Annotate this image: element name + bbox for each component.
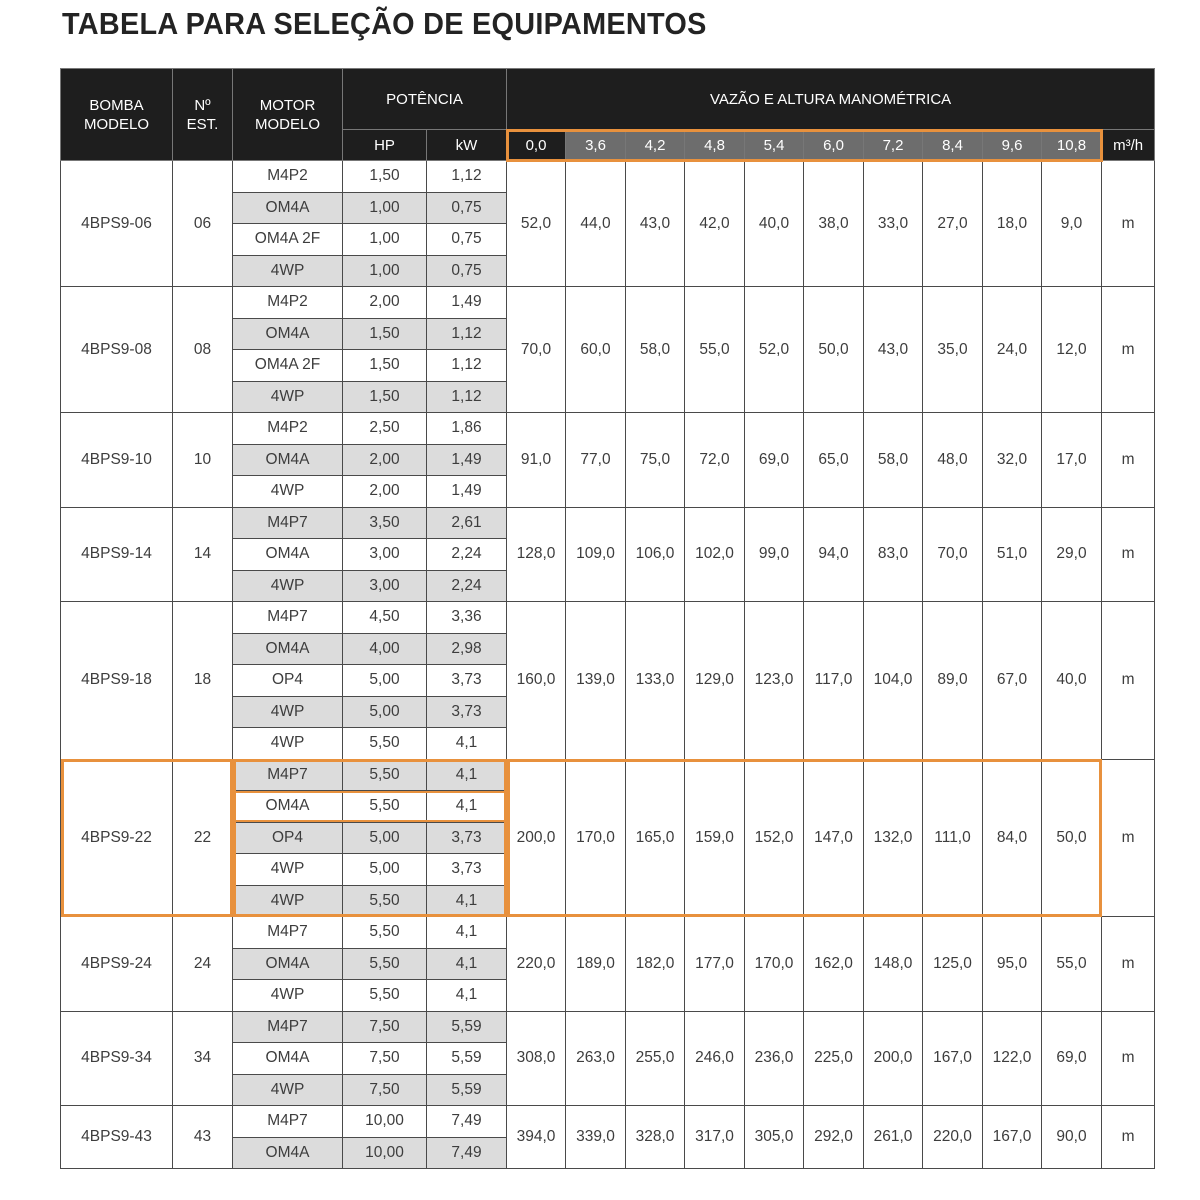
hp-cell: 7,50 — [343, 1074, 427, 1106]
kw-cell: 0,75 — [427, 192, 507, 224]
head-value-cell: 129,0 — [685, 602, 745, 760]
head-value-cell: 104,0 — [864, 602, 923, 760]
head-value-cell: 52,0 — [507, 161, 566, 287]
motor-model-cell: 4WP — [233, 255, 343, 287]
kw-cell: 4,1 — [427, 948, 507, 980]
kw-cell: 5,59 — [427, 1043, 507, 1075]
motor-model-cell: M4P2 — [233, 161, 343, 193]
header-flow-9: 10,8 — [1042, 130, 1102, 161]
head-value-cell: 75,0 — [626, 413, 685, 508]
stages-cell: 43 — [173, 1106, 233, 1169]
hp-cell: 5,50 — [343, 917, 427, 949]
header-flow-7: 8,4 — [923, 130, 983, 161]
motor-model-cell: OM4A — [233, 318, 343, 350]
kw-cell: 4,1 — [427, 980, 507, 1012]
header-flow-3: 4,8 — [685, 130, 745, 161]
table-row — [61, 287, 1155, 319]
head-value-cell: 220,0 — [923, 1106, 983, 1169]
head-value-cell: 177,0 — [685, 917, 745, 1012]
hp-cell: 5,50 — [343, 980, 427, 1012]
head-value-cell: 69,0 — [1042, 1011, 1102, 1106]
table-header — [61, 69, 1155, 161]
kw-cell: 1,86 — [427, 413, 507, 445]
motor-model-cell: M4P7 — [233, 917, 343, 949]
head-value-cell: 246,0 — [685, 1011, 745, 1106]
hp-cell: 5,00 — [343, 696, 427, 728]
motor-model-cell: 4WP — [233, 885, 343, 917]
head-value-cell: 220,0 — [507, 917, 566, 1012]
pump-model-cell: 4BPS9-22 — [61, 759, 173, 917]
stages-cell: 06 — [173, 161, 233, 287]
motor-model-cell: OM4A — [233, 444, 343, 476]
head-value-cell: 394,0 — [507, 1106, 566, 1169]
kw-cell: 1,12 — [427, 318, 507, 350]
kw-cell: 1,12 — [427, 161, 507, 193]
head-value-cell: 117,0 — [804, 602, 864, 760]
head-value-cell: 70,0 — [923, 507, 983, 602]
head-value-cell: 147,0 — [804, 759, 864, 917]
head-value-cell: 77,0 — [566, 413, 626, 508]
head-value-cell: 95,0 — [983, 917, 1042, 1012]
head-value-cell: 106,0 — [626, 507, 685, 602]
head-value-cell: 263,0 — [566, 1011, 626, 1106]
head-value-cell: 60,0 — [566, 287, 626, 413]
head-value-cell: 70,0 — [507, 287, 566, 413]
head-value-cell: 162,0 — [804, 917, 864, 1012]
page-title: TABELA PARA SELEÇÃO DE EQUIPAMENTOS — [62, 6, 707, 41]
header-flow-2: 4,2 — [626, 130, 685, 161]
hp-cell: 1,50 — [343, 161, 427, 193]
head-value-cell: 89,0 — [923, 602, 983, 760]
motor-model-cell: M4P7 — [233, 507, 343, 539]
header-flow-5: 6,0 — [804, 130, 864, 161]
kw-cell: 0,75 — [427, 224, 507, 256]
head-value-cell: 139,0 — [566, 602, 626, 760]
head-value-cell: 44,0 — [566, 161, 626, 287]
motor-model-cell: 4WP — [233, 570, 343, 602]
table-row — [61, 759, 1155, 791]
pump-model-cell: 4BPS9-14 — [61, 507, 173, 602]
head-value-cell: 200,0 — [864, 1011, 923, 1106]
head-value-cell: 152,0 — [745, 759, 804, 917]
head-value-cell: 225,0 — [804, 1011, 864, 1106]
head-unit-cell: m — [1102, 1011, 1155, 1106]
kw-cell: 7,49 — [427, 1137, 507, 1169]
head-value-cell: 58,0 — [626, 287, 685, 413]
motor-model-cell: 4WP — [233, 696, 343, 728]
head-value-cell: 128,0 — [507, 507, 566, 602]
kw-cell: 3,73 — [427, 665, 507, 697]
header-hp: HP — [343, 130, 427, 161]
table-row — [61, 413, 1155, 445]
kw-cell: 1,49 — [427, 444, 507, 476]
head-value-cell: 24,0 — [983, 287, 1042, 413]
head-value-cell: 189,0 — [566, 917, 626, 1012]
stages-cell: 08 — [173, 287, 233, 413]
equipment-selection-table — [60, 68, 1155, 1169]
motor-model-cell: 4WP — [233, 980, 343, 1012]
motor-model-cell: OM4A — [233, 1137, 343, 1169]
hp-cell: 3,00 — [343, 570, 427, 602]
hp-cell: 5,50 — [343, 759, 427, 791]
hp-cell: 2,50 — [343, 413, 427, 445]
motor-model-cell: OM4A 2F — [233, 224, 343, 256]
table-row — [61, 602, 1155, 634]
head-value-cell: 33,0 — [864, 161, 923, 287]
head-unit-cell: m — [1102, 413, 1155, 508]
hp-cell: 7,50 — [343, 1043, 427, 1075]
hp-cell: 1,50 — [343, 350, 427, 382]
head-value-cell: 182,0 — [626, 917, 685, 1012]
hp-cell: 5,00 — [343, 822, 427, 854]
stages-cell: 24 — [173, 917, 233, 1012]
head-value-cell: 91,0 — [507, 413, 566, 508]
head-unit-cell: m — [1102, 917, 1155, 1012]
hp-cell: 3,00 — [343, 539, 427, 571]
kw-cell: 1,12 — [427, 381, 507, 413]
motor-model-cell: OM4A — [233, 633, 343, 665]
head-value-cell: 148,0 — [864, 917, 923, 1012]
head-value-cell: 328,0 — [626, 1106, 685, 1169]
pump-model-cell: 4BPS9-10 — [61, 413, 173, 508]
motor-model-cell: 4WP — [233, 381, 343, 413]
pump-model-cell: 4BPS9-34 — [61, 1011, 173, 1106]
head-value-cell: 55,0 — [1042, 917, 1102, 1012]
hp-cell: 5,50 — [343, 948, 427, 980]
header-flow-head: VAZÃO E ALTURA MANOMÉTRICA — [507, 69, 1155, 130]
motor-model-cell: M4P2 — [233, 413, 343, 445]
head-value-cell: 9,0 — [1042, 161, 1102, 287]
motor-model-cell: OP4 — [233, 665, 343, 697]
head-value-cell: 32,0 — [983, 413, 1042, 508]
hp-cell: 2,00 — [343, 444, 427, 476]
head-value-cell: 65,0 — [804, 413, 864, 508]
hp-cell: 10,00 — [343, 1106, 427, 1138]
motor-model-cell: 4WP — [233, 728, 343, 760]
header-flow-6: 7,2 — [864, 130, 923, 161]
head-value-cell: 58,0 — [864, 413, 923, 508]
hp-cell: 5,50 — [343, 791, 427, 823]
head-value-cell: 51,0 — [983, 507, 1042, 602]
motor-model-cell: OM4A — [233, 948, 343, 980]
hp-cell: 1,50 — [343, 381, 427, 413]
stages-cell: 34 — [173, 1011, 233, 1106]
hp-cell: 4,50 — [343, 602, 427, 634]
head-value-cell: 133,0 — [626, 602, 685, 760]
head-unit-cell: m — [1102, 161, 1155, 287]
hp-cell: 1,00 — [343, 224, 427, 256]
table-row — [61, 507, 1155, 539]
head-value-cell: 109,0 — [566, 507, 626, 602]
motor-model-cell: 4WP — [233, 854, 343, 886]
hp-cell: 1,50 — [343, 318, 427, 350]
head-value-cell: 94,0 — [804, 507, 864, 602]
head-value-cell: 167,0 — [983, 1106, 1042, 1169]
motor-model-cell: OM4A — [233, 192, 343, 224]
head-value-cell: 38,0 — [804, 161, 864, 287]
head-value-cell: 50,0 — [804, 287, 864, 413]
head-unit-cell: m — [1102, 602, 1155, 760]
head-value-cell: 159,0 — [685, 759, 745, 917]
kw-cell: 4,1 — [427, 728, 507, 760]
hp-cell: 5,00 — [343, 854, 427, 886]
head-value-cell: 35,0 — [923, 287, 983, 413]
header-motor-model — [233, 69, 343, 161]
table-row — [61, 1106, 1155, 1138]
pump-model-cell: 4BPS9-06 — [61, 161, 173, 287]
head-value-cell: 50,0 — [1042, 759, 1102, 917]
motor-model-cell: OM4A 2F — [233, 350, 343, 382]
head-unit-cell: m — [1102, 759, 1155, 917]
kw-cell: 5,59 — [427, 1074, 507, 1106]
head-unit-cell: m — [1102, 1106, 1155, 1169]
head-value-cell: 123,0 — [745, 602, 804, 760]
head-unit-cell: m — [1102, 507, 1155, 602]
head-value-cell: 72,0 — [685, 413, 745, 508]
hp-cell: 10,00 — [343, 1137, 427, 1169]
hp-cell: 5,50 — [343, 885, 427, 917]
head-value-cell: 125,0 — [923, 917, 983, 1012]
kw-cell: 1,12 — [427, 350, 507, 382]
head-value-cell: 17,0 — [1042, 413, 1102, 508]
table-row — [61, 1011, 1155, 1043]
head-value-cell: 40,0 — [1042, 602, 1102, 760]
header-kw: kW — [427, 130, 507, 161]
kw-cell: 3,73 — [427, 696, 507, 728]
head-value-cell: 339,0 — [566, 1106, 626, 1169]
pump-model-cell: 4BPS9-43 — [61, 1106, 173, 1169]
stages-cell: 14 — [173, 507, 233, 602]
head-value-cell: 90,0 — [1042, 1106, 1102, 1169]
head-value-cell: 261,0 — [864, 1106, 923, 1169]
head-value-cell: 67,0 — [983, 602, 1042, 760]
head-value-cell: 308,0 — [507, 1011, 566, 1106]
kw-cell: 4,1 — [427, 759, 507, 791]
table-body — [61, 161, 1155, 1169]
hp-cell: 1,00 — [343, 192, 427, 224]
kw-cell: 4,1 — [427, 885, 507, 917]
head-value-cell: 69,0 — [745, 413, 804, 508]
header-flow-1: 3,6 — [566, 130, 626, 161]
head-value-cell: 200,0 — [507, 759, 566, 917]
hp-cell: 3,50 — [343, 507, 427, 539]
head-value-cell: 55,0 — [685, 287, 745, 413]
head-value-cell: 132,0 — [864, 759, 923, 917]
head-value-cell: 292,0 — [804, 1106, 864, 1169]
stages-cell: 22 — [173, 759, 233, 917]
header-pump-model-label: BOMBA MODELO — [83, 96, 149, 133]
header-pump-model — [61, 69, 173, 161]
motor-model-cell: 4WP — [233, 476, 343, 508]
head-value-cell: 43,0 — [626, 161, 685, 287]
head-value-cell: 52,0 — [745, 287, 804, 413]
motor-model-cell: M4P7 — [233, 1011, 343, 1043]
hp-cell: 5,50 — [343, 728, 427, 760]
head-value-cell: 12,0 — [1042, 287, 1102, 413]
motor-model-cell: OM4A — [233, 791, 343, 823]
head-value-cell: 122,0 — [983, 1011, 1042, 1106]
header-motor-model-label: MOTOR MODELO — [254, 96, 320, 133]
head-value-cell: 165,0 — [626, 759, 685, 917]
head-value-cell: 27,0 — [923, 161, 983, 287]
kw-cell: 2,24 — [427, 539, 507, 571]
head-value-cell: 167,0 — [923, 1011, 983, 1106]
motor-model-cell: M4P7 — [233, 759, 343, 791]
stages-cell: 18 — [173, 602, 233, 760]
kw-cell: 7,49 — [427, 1106, 507, 1138]
motor-model-cell: M4P2 — [233, 287, 343, 319]
header-flow-unit: m³/h — [1102, 130, 1155, 161]
header-power: POTÊNCIA — [343, 69, 507, 130]
hp-cell: 2,00 — [343, 287, 427, 319]
hp-cell: 2,00 — [343, 476, 427, 508]
head-value-cell: 305,0 — [745, 1106, 804, 1169]
head-value-cell: 160,0 — [507, 602, 566, 760]
kw-cell: 3,36 — [427, 602, 507, 634]
head-value-cell: 170,0 — [566, 759, 626, 917]
head-value-cell: 84,0 — [983, 759, 1042, 917]
header-flow-8: 9,6 — [983, 130, 1042, 161]
motor-model-cell: OM4A — [233, 1043, 343, 1075]
kw-cell: 4,1 — [427, 791, 507, 823]
motor-model-cell: 4WP — [233, 1074, 343, 1106]
kw-cell: 2,98 — [427, 633, 507, 665]
header-flow-0: 0,0 — [507, 130, 566, 161]
kw-cell: 5,59 — [427, 1011, 507, 1043]
kw-cell: 1,49 — [427, 287, 507, 319]
head-value-cell: 83,0 — [864, 507, 923, 602]
kw-cell: 3,73 — [427, 822, 507, 854]
motor-model-cell: OM4A — [233, 539, 343, 571]
head-value-cell: 102,0 — [685, 507, 745, 602]
kw-cell: 2,61 — [427, 507, 507, 539]
head-unit-cell: m — [1102, 287, 1155, 413]
head-value-cell: 18,0 — [983, 161, 1042, 287]
head-value-cell: 317,0 — [685, 1106, 745, 1169]
head-value-cell: 99,0 — [745, 507, 804, 602]
head-value-cell: 48,0 — [923, 413, 983, 508]
pump-model-cell: 4BPS9-18 — [61, 602, 173, 760]
head-value-cell: 29,0 — [1042, 507, 1102, 602]
head-value-cell: 111,0 — [923, 759, 983, 917]
pump-model-cell: 4BPS9-08 — [61, 287, 173, 413]
header-stages-label: Nº EST. — [186, 96, 219, 133]
kw-cell: 4,1 — [427, 917, 507, 949]
head-value-cell: 42,0 — [685, 161, 745, 287]
head-value-cell: 255,0 — [626, 1011, 685, 1106]
head-value-cell: 40,0 — [745, 161, 804, 287]
head-value-cell: 236,0 — [745, 1011, 804, 1106]
table-row — [61, 917, 1155, 949]
hp-cell: 4,00 — [343, 633, 427, 665]
motor-model-cell: M4P7 — [233, 1106, 343, 1138]
header-flow-4: 5,4 — [745, 130, 804, 161]
hp-cell: 1,00 — [343, 255, 427, 287]
pump-model-cell: 4BPS9-24 — [61, 917, 173, 1012]
hp-cell: 7,50 — [343, 1011, 427, 1043]
kw-cell: 2,24 — [427, 570, 507, 602]
table-row — [61, 161, 1155, 193]
header-stages — [173, 69, 233, 161]
stages-cell: 10 — [173, 413, 233, 508]
hp-cell: 5,00 — [343, 665, 427, 697]
motor-model-cell: M4P7 — [233, 602, 343, 634]
kw-cell: 0,75 — [427, 255, 507, 287]
head-value-cell: 43,0 — [864, 287, 923, 413]
motor-model-cell: OP4 — [233, 822, 343, 854]
kw-cell: 3,73 — [427, 854, 507, 886]
kw-cell: 1,49 — [427, 476, 507, 508]
head-value-cell: 170,0 — [745, 917, 804, 1012]
